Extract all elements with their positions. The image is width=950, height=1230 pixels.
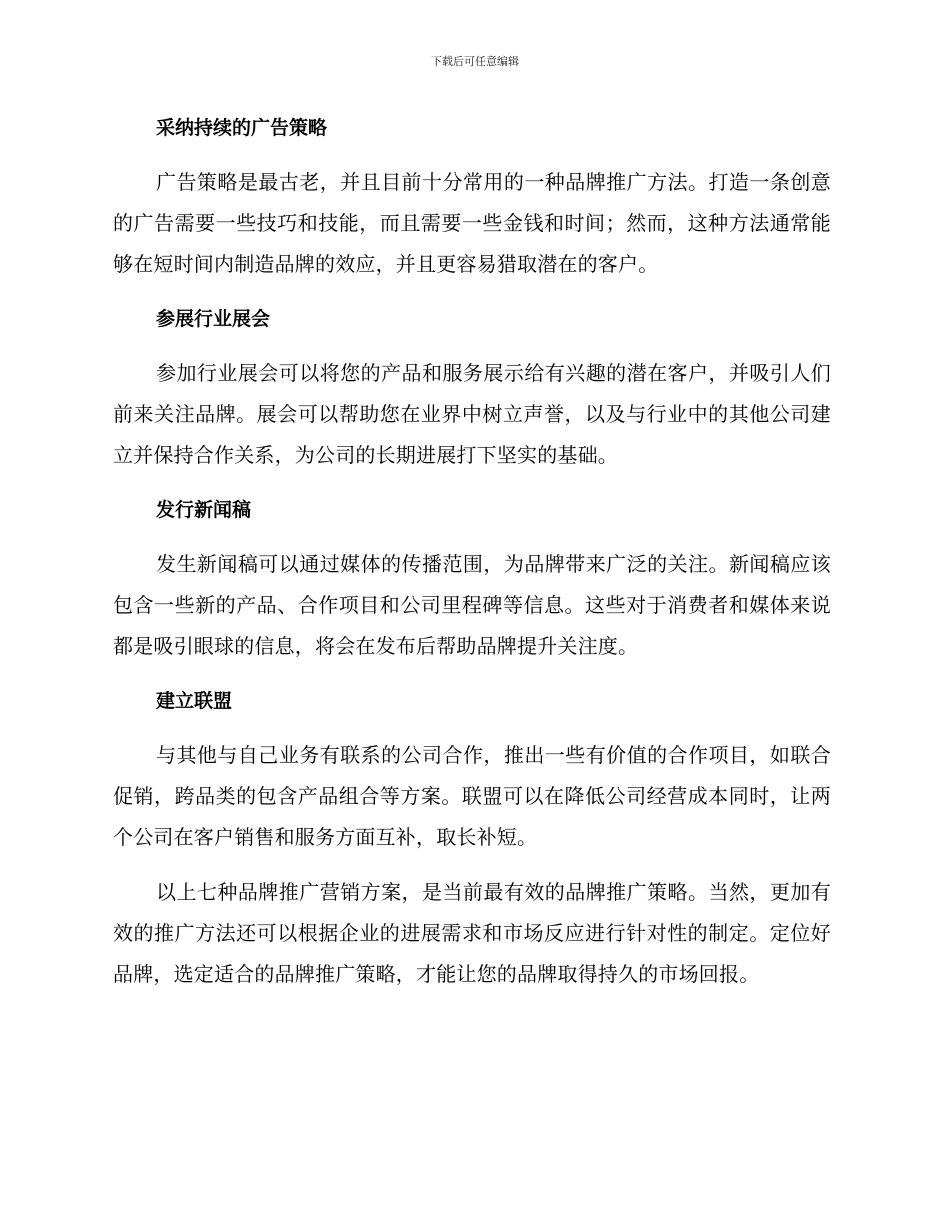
section-heading-trade-show: 参展行业展会 bbox=[156, 308, 271, 330]
section-paragraph-trade-show: 参加行业展会可以将您的产品和服务展示给有兴趣的潜在客户，并吸引人们前来关注品牌。展会可以帮助您在业界中树立声誉，以及与行业中的其他公司建立并保持合作关系，为公司的长期进展打下坚实的基础。 bbox=[113, 361, 831, 467]
section-heading-alliance: 建立联盟 bbox=[156, 690, 233, 712]
section-heading-press-release: 发行新闻稿 bbox=[156, 499, 252, 521]
document-body bbox=[113, 108, 831, 1009]
section-paragraph-alliance: 与其他与自己业务有联系的公司合作，推出一些有价值的合作项目，如联合促销，跨品类的包含产品组合等方案。联盟可以在降低公司经营成本同时，让两个公司在客户销售和服务方面互补，取长补短。 bbox=[113, 743, 831, 849]
section-paragraph-press-release: 发生新闻稿可以通过媒体的传播范围，为品牌带来广泛的关注。新闻稿应该包含一些新的产品、合作项目和公司里程碑等信息。这些对于消费者和媒体来说都是吸引眼球的信息，将会在发布后帮助品牌提升关注度。 bbox=[113, 552, 831, 658]
conclusion-paragraph: 以上七种品牌推广营销方案，是当前最有效的品牌推广策略。当然，更加有效的推广方法还可以根据企业的进展需求和市场反应进行针对性的制定。定位好品牌，选定适合的品牌推广策略，才能让您的品牌取得持久的市场回报。 bbox=[113, 880, 831, 986]
running-header: 下载后可任意编辑 bbox=[431, 55, 519, 68]
section-heading-advertising: 采纳持续的广告策略 bbox=[156, 117, 328, 139]
section-paragraph-advertising: 广告策略是最古老，并且目前十分常用的一种品牌推广方法。打造一条创意的广告需要一些技巧和技能，而且需要一些金钱和时间；然而，这种方法通常能够在短时间内制造品牌的效应，并且更容易猎取潜在的客户。 bbox=[113, 170, 831, 276]
